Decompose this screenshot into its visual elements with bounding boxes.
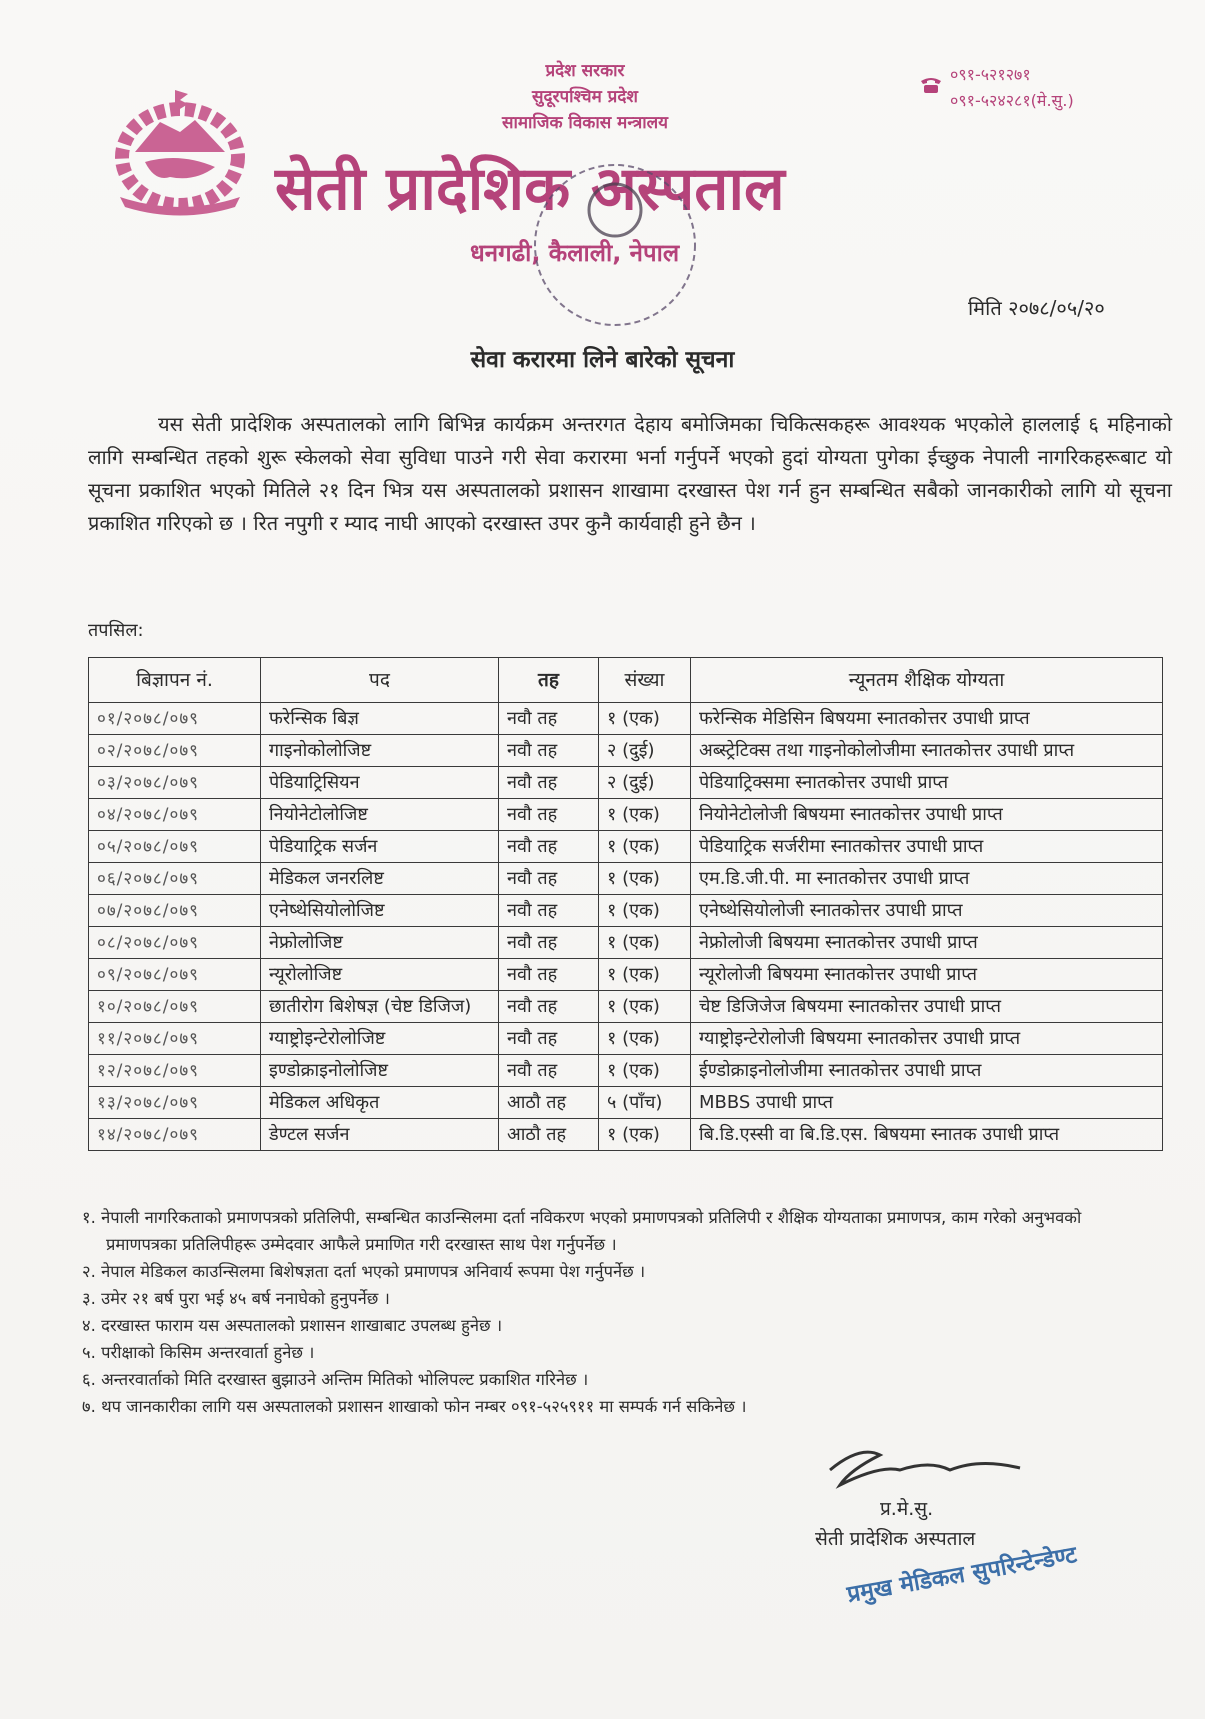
cell-ad-number: ०९/२०७८/०७९ <box>89 959 261 991</box>
superintendent-stamp: प्रमुख मेडिकल सुपरिन्टेन्डेण्ट <box>845 1542 1079 1609</box>
cell-level: नवौ तह <box>499 703 599 735</box>
cell-post: फरेन्सिक बिज्ञ <box>261 703 499 735</box>
cell-count: १ (एक) <box>599 927 691 959</box>
cell-qualification: पेडियाट्रिक्समा स्नातकोत्तर उपाधी प्राप्त <box>691 767 1163 799</box>
cell-ad-number: ०८/२०७८/०७९ <box>89 927 261 959</box>
cell-qualification: MBBS उपाधी प्राप्त <box>691 1087 1163 1119</box>
cell-level: नवौ तह <box>499 927 599 959</box>
nepal-emblem-icon <box>100 82 260 222</box>
cell-qualification: पेडियाट्रिक सर्जरीमा स्नातकोत्तर उपाधी प्राप्त <box>691 831 1163 863</box>
header-level: तह <box>499 658 599 703</box>
cell-ad-number: १२/२०७८/०७९ <box>89 1055 261 1087</box>
table-row <box>89 735 1163 767</box>
cell-ad-number: १३/२०७८/०७९ <box>89 1087 261 1119</box>
hospital-name: सेती प्रादेशिक अस्पताल <box>275 154 785 224</box>
cell-qualification: नियोनेटोलोजी बिषयमा स्नातकोत्तर उपाधी प्राप्त <box>691 799 1163 831</box>
table-row <box>89 831 1163 863</box>
cell-ad-number: ०५/२०७८/०७९ <box>89 831 261 863</box>
note-item: ३. उमेर २१ बर्ष पुरा भई ४५ बर्ष ननाघेको हुनुपर्नेछ । <box>82 1289 390 1308</box>
telephone-icon <box>920 76 942 94</box>
cell-qualification: चेष्ट डिजिजेज बिषयमा स्नातकोत्तर उपाधी प्राप्त <box>691 991 1163 1023</box>
notes-list <box>82 1204 1102 1420</box>
cell-count: १ (एक) <box>599 895 691 927</box>
table-row <box>89 1119 1163 1151</box>
signature-icon <box>820 1440 1040 1495</box>
table-header-row <box>89 658 1163 703</box>
cell-ad-number: ०७/२०७८/०७९ <box>89 895 261 927</box>
cell-post: इण्डोक्राइनोलोजिष्ट <box>261 1055 499 1087</box>
cell-level: नवौ तह <box>499 863 599 895</box>
cell-qualification: फरेन्सिक मेडिसिन बिषयमा स्नातकोत्तर उपाधी प्राप्त <box>691 703 1163 735</box>
cell-level: आठौ तह <box>499 1119 599 1151</box>
note-item: ५. परीक्षाको किसिम अन्तरवार्ता हुनेछ । <box>82 1343 315 1362</box>
signatory-organization: सेती प्रादेशिक अस्पताल <box>815 1528 976 1550</box>
cell-level: नवौ तह <box>499 831 599 863</box>
cell-ad-number: ०३/२०७८/०७९ <box>89 767 261 799</box>
notice-subject: सेवा करारमा लिने बारेको सूचना <box>470 347 735 373</box>
header-post: पद <box>261 658 499 703</box>
ministry-label: सामाजिक विकास मन्त्रालय <box>501 113 669 133</box>
cell-level: नवौ तह <box>499 895 599 927</box>
government-label: प्रदेश सरकार <box>545 61 625 81</box>
table-row <box>89 799 1163 831</box>
phone-1: ०९१-५२१२७१ <box>950 65 1031 84</box>
details-label: तपसिल: <box>88 620 144 641</box>
cell-ad-number: ०२/२०७८/०७९ <box>89 735 261 767</box>
cell-post: नेफ्रोलोजिष्ट <box>261 927 499 959</box>
note-item: ६. अन्तरवार्ताको मिति दरखास्त बुझाउने अन्तिम मितिको भोलिपल्ट प्रकाशित गरिनेछ । <box>82 1370 589 1389</box>
cell-count: १ (एक) <box>599 1055 691 1087</box>
notice-body: यस सेती प्रादेशिक अस्पतालको लागि बिभिन्न कार्यक्रम अन्तरगत देहाय बमोजिमका चिकित्सकहरू आवश्यक भएकोले हाललाई ६ महिनाको लागि सम्बन्धित तहको शुरू स्केलको सेवा सुविधा पाउने गरी सेवा करारमा भर्ना गर्नुपर्ने भएको हुदां योग्यता पुगेका ईच्छुक नेपाली नागरिकहरूबाट यो सूचना प्रकाशित भएको मितिले २१ दिन भित्र यस अस्पतालको प्रशासन शाखामा दरखास्त पेश गर्न हुन सम्बन्धित सबैको जानकारीको लागि यो सूचना प्रकाशित गरिएको छ । रित नपुगी र म्याद नाघी आएको दरखास्त उपर कुनै कार्यवाही हुने छैन । <box>88 412 1172 535</box>
cell-level: नवौ तह <box>499 799 599 831</box>
table-row <box>89 1087 1163 1119</box>
header-qualification: न्यूनतम शैक्षिक योग्यता <box>691 658 1163 703</box>
table-row <box>89 895 1163 927</box>
cell-ad-number: ०६/२०७८/०७९ <box>89 863 261 895</box>
cell-post: डेण्टल सर्जन <box>261 1119 499 1151</box>
table-row <box>89 991 1163 1023</box>
cell-level: नवौ तह <box>499 767 599 799</box>
notice-date: मिति २०७८/०५/२० <box>968 296 1105 320</box>
cell-count: ५ (पाँच) <box>599 1087 691 1119</box>
note-item: ४. दरखास्त फाराम यस अस्पतालको प्रशासन शाखाबाट उपलब्ध हुनेछ । <box>82 1316 503 1335</box>
vacancy-table <box>88 657 1163 1151</box>
cell-post: पेडियाट्रिसियन <box>261 767 499 799</box>
province-label: सुदूरपश्चिम प्रदेश <box>532 87 638 107</box>
cell-qualification: एम.डि.जी.पी. मा स्नातकोत्तर उपाधी प्राप्त <box>691 863 1163 895</box>
cell-count: १ (एक) <box>599 1119 691 1151</box>
cell-ad-number: ०१/२०७८/०७९ <box>89 703 261 735</box>
cell-post: पेडियाट्रिक सर्जन <box>261 831 499 863</box>
cell-count: १ (एक) <box>599 1023 691 1055</box>
cell-post: नियोनेटोलोजिष्ट <box>261 799 499 831</box>
cell-level: नवौ तह <box>499 991 599 1023</box>
phone-numbers <box>950 62 1074 114</box>
cell-level: नवौ तह <box>499 1023 599 1055</box>
table-row <box>89 1055 1163 1087</box>
cell-count: २ (दुई) <box>599 735 691 767</box>
cell-ad-number: १४/२०७८/०७९ <box>89 1119 261 1151</box>
cell-level: नवौ तह <box>499 735 599 767</box>
cell-qualification: नेफ्रोलोजी बिषयमा स्नातकोत्तर उपाधी प्राप्त <box>691 927 1163 959</box>
table-row <box>89 703 1163 735</box>
cell-level: नवौ तह <box>499 1055 599 1087</box>
cell-qualification: एनेष्थेसियोलोजी स्नातकोत्तर उपाधी प्राप्त <box>691 895 1163 927</box>
cell-qualification: बि.डि.एस्सी वा बि.डि.एस. बिषयमा स्नातक उपाधी प्राप्त <box>691 1119 1163 1151</box>
table-row <box>89 1023 1163 1055</box>
table-row <box>89 767 1163 799</box>
header-ad-number: बिज्ञापन नं. <box>89 658 261 703</box>
cell-count: १ (एक) <box>599 799 691 831</box>
note-item: २. नेपाल मेडिकल काउन्सिलमा बिशेषज्ञता दर्ता भएको प्रमाणपत्र अनिवार्य रूपमा पेश गर्नुपर्नेछ । <box>82 1262 646 1281</box>
note-item: ७. थप जानकारीका लागि यस अस्पतालको प्रशासन शाखाको फोन नम्बर ०९१-५२५९११ मा सम्पर्क गर्न सकिनेछ । <box>82 1397 747 1416</box>
cell-ad-number: १०/२०७८/०७९ <box>89 991 261 1023</box>
cell-post: ग्याष्ट्रोइन्टेरोलोजिष्ट <box>261 1023 499 1055</box>
cell-ad-number: ११/२०७८/०७९ <box>89 1023 261 1055</box>
cell-count: १ (एक) <box>599 703 691 735</box>
cell-post: मेडिकल जनरलिष्ट <box>261 863 499 895</box>
cell-post: गाइनोकोलोजिष्ट <box>261 735 499 767</box>
signatory-title: प्र.मे.सु. <box>880 1498 934 1520</box>
cell-qualification: न्यूरोलोजी बिषयमा स्नातकोत्तर उपाधी प्राप्त <box>691 959 1163 991</box>
cell-qualification: अब्स्ट्रेटिक्स तथा गाइनोकोलोजीमा स्नातकोत्तर उपाधी प्राप्त <box>691 735 1163 767</box>
table-row <box>89 959 1163 991</box>
cell-qualification: ग्याष्ट्रोइन्टेरोलोजी बिषयमा स्नातकोत्तर उपाधी प्राप्त <box>691 1023 1163 1055</box>
cell-post: छातीरोग बिशेषज्ञ (चेष्ट डिजिज) <box>261 991 499 1023</box>
cell-count: १ (एक) <box>599 831 691 863</box>
hospital-address: धनगढी, कैलाली, नेपाल <box>470 239 680 267</box>
cell-count: १ (एक) <box>599 991 691 1023</box>
cell-post: मेडिकल अधिकृत <box>261 1087 499 1119</box>
cell-ad-number: ०४/२०७८/०७९ <box>89 799 261 831</box>
note-item: १. नेपाली नागरिकताको प्रमाणपत्रको प्रतिलिपी, सम्बन्धित काउन्सिलमा दर्ता नविकरण भएको प्रमाणपत्रको प्रतिलिपी र शैक्षिक योग्यताका प्रमाणपत्र, काम गरेको अनुभवको प्रमाणपत्रका प्रतिलिपीहरू उम्मेदवार आफैले प्रमाणित गरी दरखास्त साथ पेश गर्नुपर्नेछ । <box>82 1208 1082 1254</box>
cell-count: २ (दुई) <box>599 767 691 799</box>
cell-qualification: ईण्डोक्राइनोलोजीमा स्नातकोत्तर उपाधी प्राप्त <box>691 1055 1163 1087</box>
cell-level: नवौ तह <box>499 959 599 991</box>
phone-2: ०९१-५२४२८१(मे.सु.) <box>950 91 1074 110</box>
cell-count: १ (एक) <box>599 959 691 991</box>
header-count: संख्या <box>599 658 691 703</box>
table-row <box>89 927 1163 959</box>
cell-post: न्यूरोलोजिष्ट <box>261 959 499 991</box>
cell-post: एनेष्थेसियोलोजिष्ट <box>261 895 499 927</box>
cell-count: १ (एक) <box>599 863 691 895</box>
cell-level: आठौ तह <box>499 1087 599 1119</box>
table-row <box>89 863 1163 895</box>
